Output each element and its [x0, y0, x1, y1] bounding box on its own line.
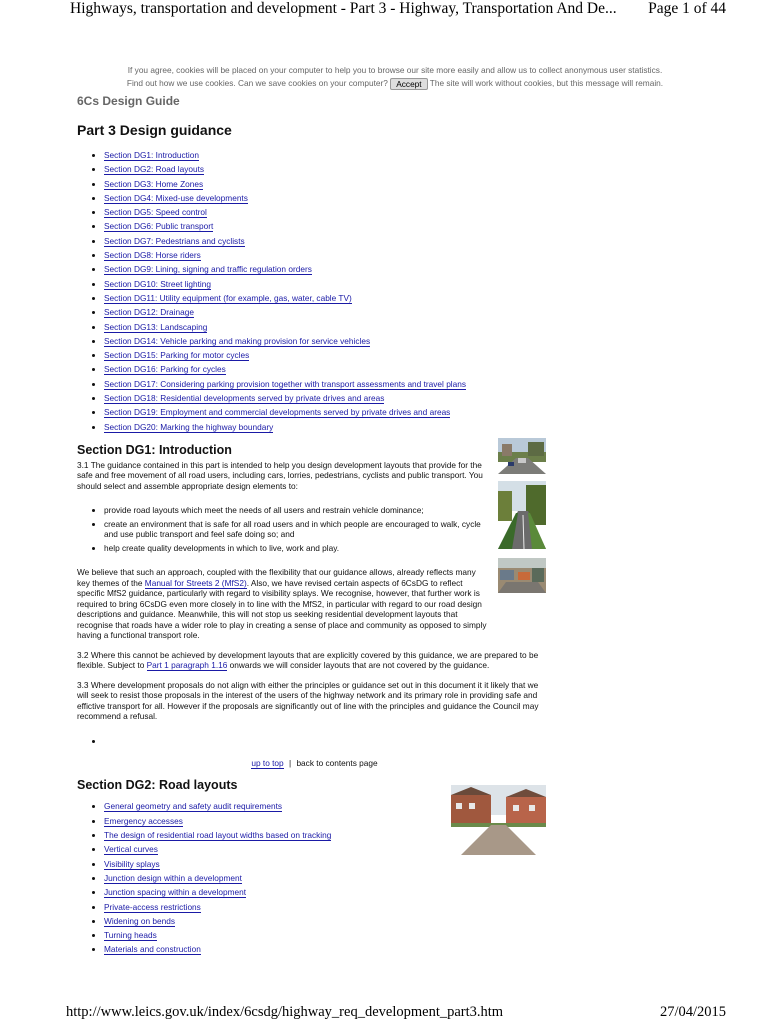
- dg1-bullet-list: [77, 505, 489, 553]
- dg2-topic-item: [104, 914, 677, 928]
- dg1-bullet: create an environment that is safe for all road users and in which people are encouraged to walk, cycle and use public transport and feel safe doing so; and: [104, 519, 489, 540]
- cookie-accept-button[interactable]: Accept: [390, 78, 427, 90]
- main-content: [77, 93, 677, 957]
- section-link[interactable]: Section DG1: Introduction: [104, 150, 200, 160]
- section-link[interactable]: Section DG10: Street lighting: [104, 278, 211, 289]
- dg2-link-list: [77, 799, 677, 956]
- housing-road-photo: [451, 785, 546, 855]
- dg1-paragraph-1: 3.1 The guidance contained in this part is intended to help you design development layouts that provide for the safe and free movement of all road users, including cars, lorries, pedestrians, cyclists and public transport. You should select and assemble appropriate design elements to:: [77, 459, 483, 491]
- section-item: [104, 248, 677, 262]
- guide-title: 6Cs Design Guide: [77, 94, 180, 108]
- section-item: [104, 191, 677, 205]
- section-link[interactable]: Section DG11: Utility equipment (for example, gas, water, cable TV): [104, 292, 352, 303]
- section-item: [104, 262, 677, 276]
- dg1-paragraph-2: [77, 567, 489, 641]
- section-item: [104, 305, 677, 319]
- section-link[interactable]: Section DG5: Speed control: [104, 207, 207, 218]
- dg2-topic-item: [104, 814, 677, 828]
- dg2-heading: Section DG2: Road layouts: [77, 778, 238, 793]
- section-link[interactable]: Section DG2: Road layouts: [104, 164, 205, 175]
- section-link[interactable]: Section DG12: Drainage: [104, 307, 194, 318]
- section-link[interactable]: Section DG7: Pedestrians and cyclists: [104, 235, 245, 246]
- nav-separator: |: [288, 758, 292, 769]
- cookie-text-line2: [95, 77, 695, 90]
- section-item: [104, 377, 677, 391]
- dg1-heading: Section DG1: Introduction: [77, 442, 232, 457]
- section-item: [104, 162, 677, 176]
- dg2-topic-link[interactable]: Junction spacing within a development: [104, 887, 247, 898]
- section-link[interactable]: Section DG18: Residential developments served by private drives and areas: [104, 393, 385, 404]
- empty-bullet-list: [77, 736, 677, 747]
- dg2-topic-item: [104, 900, 677, 914]
- dg1-body-2: [77, 567, 489, 641]
- mfs2-link[interactable]: Manual for Streets 2 (MfS2): [144, 577, 247, 588]
- dg2-topic-link[interactable]: The design of residential road layout widths based on tracking: [104, 830, 332, 841]
- dg2-topic-item: [104, 928, 677, 942]
- section-item: [104, 405, 677, 419]
- page-nav: [77, 758, 552, 768]
- section-link[interactable]: Section DG19: Employment and commercial developments served by private drives and areas: [104, 407, 451, 418]
- section-item: [104, 320, 677, 334]
- part-title: Part 3 Design guidance: [77, 122, 232, 138]
- section-item: [104, 291, 677, 305]
- street-photo-2: [498, 481, 546, 549]
- dg2-topic-link[interactable]: Junction design within a development: [104, 872, 242, 883]
- cookie-question: Find out how we use cookies. Can we save cookies on your computer?: [126, 78, 388, 88]
- dg1-paragraph-4: 3.3 Where development proposals do not align with either the principles or guidance set out in this document it it likely that we will seek to resist those proposals in the interest of the users of the highway network and its primary role in providing safe and effictive transport for all. However if the proposals are significantly out of line with the principles and guidance the Council may recommend a refusal.: [77, 679, 539, 722]
- dg1-p3-text-b: onwards we will consider layouts that are not covered by the guidance.: [227, 660, 490, 671]
- empty-bullet: [104, 736, 677, 747]
- dg2-topic-link[interactable]: Widening on bends: [104, 915, 176, 926]
- dg1-bullet: provide road layouts which meet the needs of all users and restrain vehicle dominance;: [104, 505, 489, 516]
- section-item: [104, 205, 677, 219]
- section-item: [104, 348, 677, 362]
- street-photo-1: [498, 438, 546, 474]
- section-link-list: [77, 148, 677, 434]
- section-link[interactable]: Section DG3: Home Zones: [104, 178, 204, 189]
- section-item: [104, 391, 677, 405]
- dg1-bullet: help create quality developments in which to live, work and play.: [104, 543, 489, 554]
- dg1-body-3: [77, 650, 549, 722]
- dg2-topic-link[interactable]: Private-access restrictions: [104, 901, 201, 912]
- dg1-p3-text-a: 3.2 Where this cannot be achieved by development layouts that are explicitly covered by this guidance, we are prepared to be flexible. Subject to: [77, 649, 539, 671]
- part1-paragraph-link[interactable]: Part 1 paragraph 1.16: [146, 660, 228, 671]
- back-to-contents-text: back to contents page: [296, 758, 378, 769]
- up-to-top-link[interactable]: up to top: [251, 758, 284, 769]
- section-link[interactable]: Section DG4: Mixed-use developments: [104, 192, 248, 203]
- print-header: [0, 0, 768, 22]
- section-item: [104, 420, 677, 434]
- dg2-topic-item: [104, 885, 677, 899]
- print-header-title: Highways, transportation and development - Part 3 - Highway, Transportation And De...: [70, 0, 617, 17]
- section-link[interactable]: Section DG15: Parking for motor cycles: [104, 350, 250, 361]
- section-item: [104, 277, 677, 291]
- dg2-topic-item: [104, 942, 677, 956]
- dg2-topic-link[interactable]: Turning heads: [104, 930, 157, 941]
- dg2-topic-link[interactable]: Materials and construction: [104, 944, 201, 955]
- dg1-paragraph-3: [77, 650, 549, 671]
- dg2-topic-link[interactable]: Visibility splays: [104, 858, 160, 869]
- dg2-topic-item: [104, 799, 677, 813]
- print-footer: [0, 1004, 768, 1024]
- cookie-note: The site will work without cookies, but this message will remain.: [429, 78, 664, 88]
- dg2-topic-item: [104, 857, 677, 871]
- section-item: [104, 219, 677, 233]
- section-link[interactable]: Section DG6: Public transport: [104, 221, 214, 232]
- section-link[interactable]: Section DG13: Landscaping: [104, 321, 208, 332]
- dg2-topic-link[interactable]: Vertical curves: [104, 844, 158, 855]
- dg2-topic-link[interactable]: General geometry and safety audit requirements: [104, 801, 283, 812]
- section-link[interactable]: Section DG8: Horse riders: [104, 250, 201, 261]
- section-link[interactable]: Section DG17: Considering parking provision together with transport assessments and travel plans: [104, 378, 467, 389]
- section-link[interactable]: Section DG14: Vehicle parking and making provision for service vehicles: [104, 335, 371, 346]
- section-item: [104, 234, 677, 248]
- dg2-topic-link[interactable]: Emergency accesses: [104, 815, 183, 826]
- dg1-body: [77, 460, 489, 492]
- print-header-page: Page 1 of 44: [648, 0, 726, 17]
- print-footer-date: 27/04/2015: [659, 1004, 726, 1020]
- section-link[interactable]: Section DG9: Lining, signing and traffic regulation orders: [104, 264, 312, 275]
- section-item: [104, 362, 677, 376]
- dg1-p2-text-b: . Also, we have revised certain aspects of 6CsDG to reflect specific MfS2 guidance, particularly with regard to visibility splays. We recognise, however, that further work is required to bring 6CsDG even more closely in to line with the MfS2, in particular with regard to our road design descriptions and guidance. Meanwhile, this will not stop us seeking residential development layouts that recognise that roads have a wider role to play in creating a sense of place and community as opposed to simply having a functional transport role.: [77, 577, 487, 641]
- section-link[interactable]: Section DG20: Marking the highway boundary: [104, 421, 274, 432]
- section-link[interactable]: Section DG16: Parking for cycles: [104, 364, 226, 375]
- cookie-banner: [95, 64, 695, 90]
- dg2-topic-item: [104, 828, 677, 842]
- section-item: [104, 148, 677, 162]
- dg2-topic-item: [104, 871, 677, 885]
- dg1-p2-text-a: We believe that such an approach, coupled with the flexibility that our guidance allows, already reflects many key themes of the: [77, 567, 476, 588]
- dg2-topic-item: [104, 842, 677, 856]
- print-footer-url: http://www.leics.gov.uk/index/6csdg/highway_req_development_part3.htm: [66, 1004, 504, 1020]
- section-item: [104, 177, 677, 191]
- cookie-text-line1: If you agree, cookies will be placed on your computer to help you to browse our site more easily and allow us to collect anonymous user statistics.: [127, 65, 663, 75]
- section-item: [104, 334, 677, 348]
- street-photo-3: [498, 558, 546, 593]
